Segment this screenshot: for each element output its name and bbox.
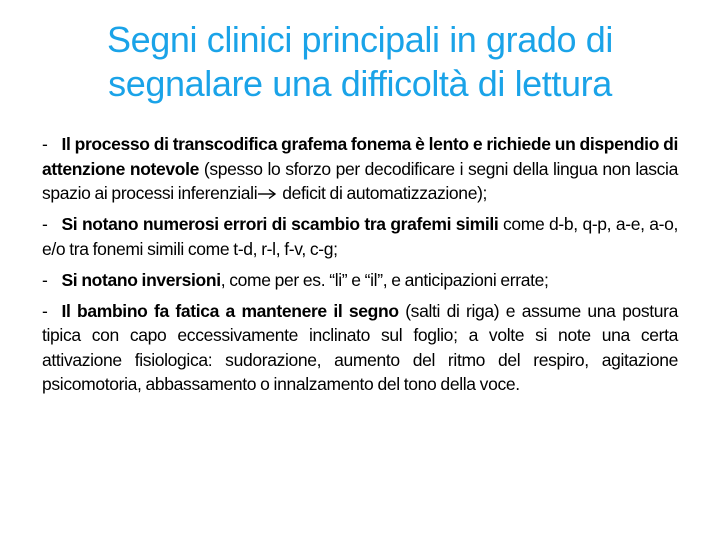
bullet-1-bold-text: Il processo di transcodifica grafema fonema è lento e richiede un dispendio di attenzione notevole bbox=[42, 134, 678, 179]
bullet-paragraph-3 bbox=[42, 268, 678, 293]
bullet-paragraph-4 bbox=[42, 299, 678, 397]
bullet-3-bold-text: Si notano inversioni bbox=[61, 269, 221, 290]
slide-title-line-1: Segni clinici principali in grado di bbox=[107, 19, 613, 60]
bullet-2-bold-text: Si notano numerosi errori di scambio tra grafemi simili bbox=[61, 214, 499, 234]
bullet-paragraph-2 bbox=[42, 212, 678, 261]
right-arrow-icon bbox=[257, 188, 277, 200]
bullet-dash: - bbox=[42, 269, 48, 290]
bullet-4-text: (salti di riga) e assume una postura tipica con capo eccessivamente inclinato sul foglio; a volte si note una certa attivazione fisiologica: sudorazione, aumento del ritmo del respiro, agitazione psicomotoria, abbassamento o innalzamento del tono della voce. bbox=[42, 300, 678, 394]
bullet-1-text-end: deficit di automatizzazione); bbox=[278, 183, 488, 203]
slide-title-line-2: segnalare una difficoltà di lettura bbox=[108, 63, 612, 104]
bullet-dash: - bbox=[42, 134, 48, 154]
bullet-dash: - bbox=[42, 300, 48, 321]
bullet-3-text: , come per es. “li” e “il”, e anticipazioni errate; bbox=[220, 269, 549, 290]
bullet-dash: - bbox=[42, 214, 48, 234]
bullet-2-text: come d-b, q-p, a-e, a-o, e/o tra fonemi simili come t-d, r-l, f-v, c-g; bbox=[42, 214, 678, 259]
slide-body bbox=[42, 132, 678, 403]
slide-title bbox=[20, 18, 700, 106]
bullet-1-text: (spesso lo sforzo per decodificare i segni della lingua non lascia spazio ai processi inferenziali bbox=[42, 158, 678, 203]
bullet-paragraph-1 bbox=[42, 132, 678, 206]
bullet-4-bold-text: Il bambino fa fatica a mantenere il segno bbox=[61, 300, 399, 321]
